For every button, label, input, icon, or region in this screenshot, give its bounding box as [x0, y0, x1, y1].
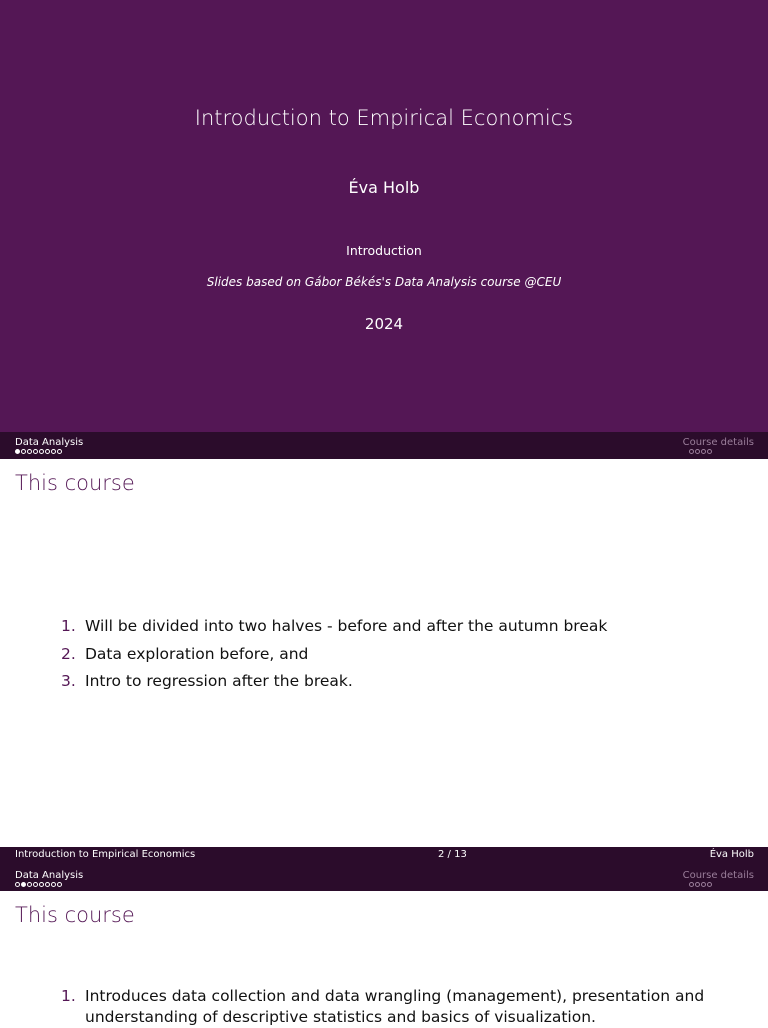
nav-dot[interactable]	[27, 449, 32, 454]
page-number: 2 / 13	[438, 849, 467, 860]
nav-dot[interactable]	[695, 449, 700, 454]
nav-dot[interactable]	[21, 449, 26, 454]
presentation-title: Introduction to Empirical Economics	[194, 106, 574, 130]
nav-dot[interactable]	[707, 449, 712, 454]
author-name: Éva Holb	[348, 178, 420, 197]
nav-dot[interactable]	[45, 882, 50, 887]
list-item	[61, 617, 748, 645]
nav-progress-dots	[15, 882, 62, 887]
nav-section-right[interactable]: Course details	[682, 437, 754, 448]
footline-title: Introduction to Empirical Economics	[15, 849, 196, 860]
nav-dot[interactable]	[33, 449, 38, 454]
nav-dot[interactable]	[15, 882, 20, 887]
nav-dot[interactable]	[45, 449, 50, 454]
list-text: Will be divided into two halves - before and after the autumn break	[85, 617, 608, 635]
nav-dot[interactable]	[57, 882, 62, 887]
nav-dot-current[interactable]	[15, 449, 20, 454]
enumerated-list	[61, 617, 748, 700]
presentation-date: 2024	[364, 315, 404, 333]
nav-dot[interactable]	[39, 882, 44, 887]
list-number: 2.	[61, 644, 76, 663]
list-text: Intro to regression after the break.	[85, 672, 353, 690]
enumerated-list	[61, 986, 708, 1028]
nav-section-label[interactable]: Data Analysis	[15, 870, 84, 881]
nav-dot[interactable]	[27, 882, 32, 887]
nav-dot[interactable]	[51, 882, 56, 887]
list-item	[61, 645, 748, 673]
frame-title: This course	[15, 471, 135, 495]
nav-section-right[interactable]: Course details	[682, 870, 754, 881]
list-item	[61, 986, 708, 1028]
section-navbar	[0, 432, 768, 459]
nav-dot[interactable]	[33, 882, 38, 887]
nav-progress-dots-right	[689, 882, 712, 887]
nav-dot[interactable]	[51, 449, 56, 454]
institute-label: Introduction	[346, 243, 422, 258]
nav-dot[interactable]	[39, 449, 44, 454]
list-text: Introduces data collection and data wrangling (management), presentation and understanding of descriptive statistics and basics of visualization.	[85, 987, 705, 1026]
nav-progress-dots-right	[689, 449, 712, 454]
list-text: Data exploration before, and	[85, 644, 309, 663]
list-number: 3.	[61, 672, 76, 690]
nav-progress-dots	[15, 449, 62, 454]
frame-title: This course	[15, 903, 135, 927]
slide-footline	[0, 847, 768, 868]
nav-dot[interactable]	[689, 882, 694, 887]
list-number: 1.	[61, 987, 76, 1005]
nav-dot[interactable]	[701, 882, 706, 887]
source-note: Slides based on Gábor Békés's Data Analysis course @CEU	[206, 275, 562, 289]
nav-dot[interactable]	[689, 449, 694, 454]
nav-dot-current[interactable]	[21, 882, 26, 887]
nav-section-label[interactable]: Data Analysis	[15, 437, 84, 448]
list-item	[61, 672, 748, 700]
list-number: 1.	[61, 617, 76, 635]
nav-dot[interactable]	[57, 449, 62, 454]
title-slide	[0, 0, 768, 432]
nav-dot[interactable]	[695, 882, 700, 887]
footline-author: Éva Holb	[709, 849, 754, 860]
nav-dot[interactable]	[701, 449, 706, 454]
nav-dot[interactable]	[707, 882, 712, 887]
section-navbar	[0, 868, 768, 891]
